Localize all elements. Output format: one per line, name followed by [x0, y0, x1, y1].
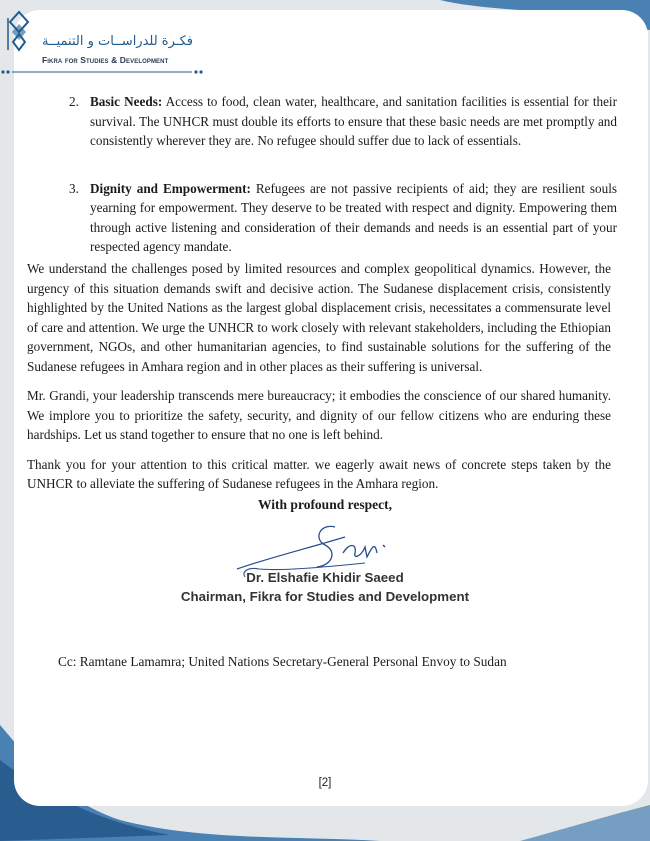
list-item — [27, 92, 617, 151]
signer-name: Dr. Elshafie Khidir Saeed — [246, 570, 404, 585]
list-heading: Basic Needs: — [90, 94, 163, 109]
body-paragraph: Thank you for your attention to this critical matter. we eagerly await news of concrete steps taken by the UNHCR to alleviate the suffering of Sudanese refugees in the Amhara region. — [27, 456, 611, 491]
list-text: Access to food, clean water, healthcare, and sanitation facilities is essential for their survival. The UNHCR must double its efforts to ensure that these basic needs are met promptly and consistently wherever they are. No refugee should suffer due to lack of essentials. — [90, 94, 617, 148]
list-heading: Dignity and Empowerment: — [90, 180, 251, 196]
body-paragraph: Mr. Grandi, your leadership transcends mere bureaucracy; it embodies the conscience of our shared humanity. We implore you to prioritize the safety, security, and dignity of our fellow citizens who are enduring these hardships. Let us stand together to ensure that no one is left behind. — [27, 388, 611, 442]
cc-line: Cc: Ramtane Lamamra; United Nations Secretary-General Personal Envoy to Sudan — [58, 654, 507, 669]
org-name-english: Fikra for Studies & Development — [42, 55, 169, 65]
numbered-list — [27, 92, 617, 257]
fikra-logo-icon — [6, 10, 32, 54]
body-paragraphs — [27, 259, 611, 504]
closing-salutation: With profound respect, — [258, 497, 392, 512]
page-number: [2] — [318, 777, 332, 789]
list-number: 2. — [69, 94, 79, 109]
list-text: Refugees are not passive recipients of aid; they are resilient souls yearning for empowerment. They deserve to be treated with respect and dignity. Empowering them through active listening and consideration of their demands and needs is an essential part of your respected agency mandate. — [90, 180, 617, 254]
list-item — [27, 179, 617, 257]
body-paragraph: We understand the challenges posed by limited resources and complex geopolitical dynamics. However, the urgency of this situation demands swift and decisive action. The Sudanese displacement crisis, consistently highlighted by the United Nations as the largest global displacement crisis, necessitates a commensurate level of care and attention. We urge the UNHCR to work closely with relevant stakeholders, including the Ethiopian government, NGOs, and other humanitarian agencies, to find sustainable solutions for the suffering of the Sudanese refugees in Amhara region and in other places as their suffering is universal. — [27, 261, 611, 374]
list-number: 3. — [69, 180, 79, 196]
signer-title: Chairman, Fikra for Studies and Development — [180, 589, 470, 604]
letterhead — [0, 0, 240, 80]
org-name-arabic: فكـرة للدراســات و التنميــة — [42, 34, 193, 49]
letterhead-rule — [0, 68, 205, 76]
